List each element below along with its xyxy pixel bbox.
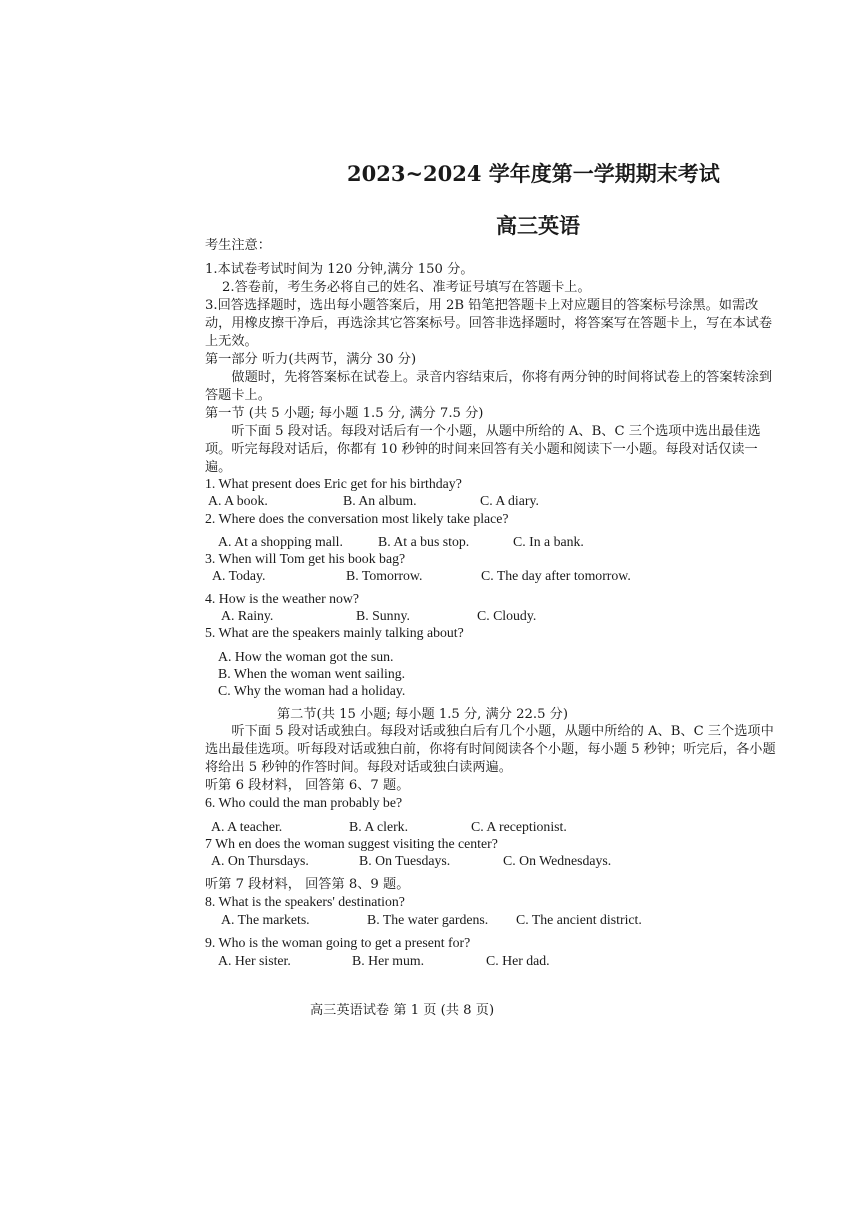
notice-item-2: 2.答卷前，考生务必将自己的姓名、准考证号填写在答题卡上。 xyxy=(222,280,591,295)
q7-option-b: B. On Tuesdays. xyxy=(359,853,451,868)
q9-option-b: B. Her mum. xyxy=(352,953,425,968)
q8-option-b: B. The water gardens. xyxy=(367,912,489,927)
q5-option-a: A. How the woman got the sun. xyxy=(218,649,394,664)
q4-option-b: B. Sunny. xyxy=(356,608,410,623)
question-4: 4. How is the weather now? xyxy=(205,591,360,606)
q9-option-a: A. Her sister. xyxy=(218,953,291,968)
notice-heading: 考生注意： xyxy=(205,238,271,253)
page-footer: 高三英语试卷 第 1 页 (共 8 页) xyxy=(310,1003,495,1018)
part1-title: 第一部分 听力(共两节，满分 30 分) xyxy=(205,352,417,367)
q5-option-c: C. Why the woman had a holiday. xyxy=(218,683,406,698)
q1-option-b: B. An album. xyxy=(343,493,417,508)
q1-option-a: A. A book. xyxy=(208,493,268,508)
q1-option-c: C. A diary. xyxy=(480,493,539,508)
q3-option-b: B. Tomorrow. xyxy=(346,568,423,583)
q2-option-b: B. At a bus stop. xyxy=(378,534,470,549)
q3-option-a: A. Today. xyxy=(212,568,266,583)
notice-item-3: 3.回答选择题时，选出每小题答案后，用 2B 铅笔把答题卡上对应题目的答案标号涂黑。如需改动，用橡皮擦干净后，再选涂其它答案标号。回答非选择题时，将答案写在答题卡上，写在本试卷上无效。 xyxy=(205,298,773,349)
material-7-note: 听第 7 段材料， 回答第 8、9 题。 xyxy=(205,877,410,892)
section2-instructions: 听下面 5 段对话或独白。每段对话或独白后有几个小题，从题中所给的 A、B、C 三个选项中选出最佳选项。听每段对话或独白前，你将有时间阅读各个小题，每小题 5 秒钟；听完后，各小题将给出 5 秒钟的作答时间。每段对话或独白读两遍。 xyxy=(205,724,776,775)
question-7: 7 Wh en does the woman suggest visiting the center? xyxy=(205,836,498,851)
q7-option-a: A. On Thursdays. xyxy=(211,853,309,868)
q3-option-c: C. The day after tomorrow. xyxy=(481,568,631,583)
exam-title: 2023~2024 学年度第一学期期末考试 xyxy=(347,161,720,186)
q6-option-a: A. A teacher. xyxy=(211,819,283,834)
question-5: 5. What are the speakers mainly talking about? xyxy=(205,625,464,640)
q5-option-b: B. When the woman went sailing. xyxy=(218,666,406,681)
q9-option-c: C. Her dad. xyxy=(486,953,550,968)
question-2: 2. Where does the conversation most likely take place? xyxy=(205,511,509,526)
section1-instructions: 听下面 5 段对话。每段对话后有一个小题，从题中所给的 A、B、C 三个选项中选出最佳选项。听完每段对话后，你都有 10 秒钟的时间来回答有关小题和阅读下一小题。每段对话仅读一遍。 xyxy=(205,424,761,475)
exam-subtitle: 高三英语 xyxy=(496,213,580,238)
notice-item-1: 1.本试卷考试时间为 120 分钟,满分 150 分。 xyxy=(205,262,474,277)
question-3: 3. When will Tom get his book bag? xyxy=(205,551,406,566)
question-9: 9. Who is the woman going to get a present for? xyxy=(205,935,471,950)
question-1: 1. What present does Eric get for his birthday? xyxy=(205,476,462,491)
q6-option-b: B. A clerk. xyxy=(349,819,409,834)
part1-intro: 做题时，先将答案标在试卷上。录音内容结束后，你将有两分钟的时间将试卷上的答案转涂到答题卡上。 xyxy=(205,370,773,403)
q8-option-a: A. The markets. xyxy=(221,912,310,927)
q7-option-c: C. On Wednesdays. xyxy=(503,853,612,868)
question-8: 8. What is the speakers' destination? xyxy=(205,894,405,909)
section2-title: 第二节(共 15 小题; 每小题 1.5 分, 满分 22.5 分) xyxy=(277,707,569,722)
section1-title: 第一节 (共 5 小题; 每小题 1.5 分, 满分 7.5 分) xyxy=(205,406,484,421)
q2-option-c: C. In a bank. xyxy=(513,534,584,549)
q6-option-c: C. A receptionist. xyxy=(471,819,567,834)
q4-option-a: A. Rainy. xyxy=(221,608,274,623)
question-6: 6. Who could the man probably be? xyxy=(205,795,403,810)
q4-option-c: C. Cloudy. xyxy=(477,608,537,623)
q2-option-a: A. At a shopping mall. xyxy=(218,534,343,549)
material-6-note: 听第 6 段材料， 回答第 6、7 题。 xyxy=(205,778,410,793)
q8-option-c: C. The ancient district. xyxy=(516,912,642,927)
